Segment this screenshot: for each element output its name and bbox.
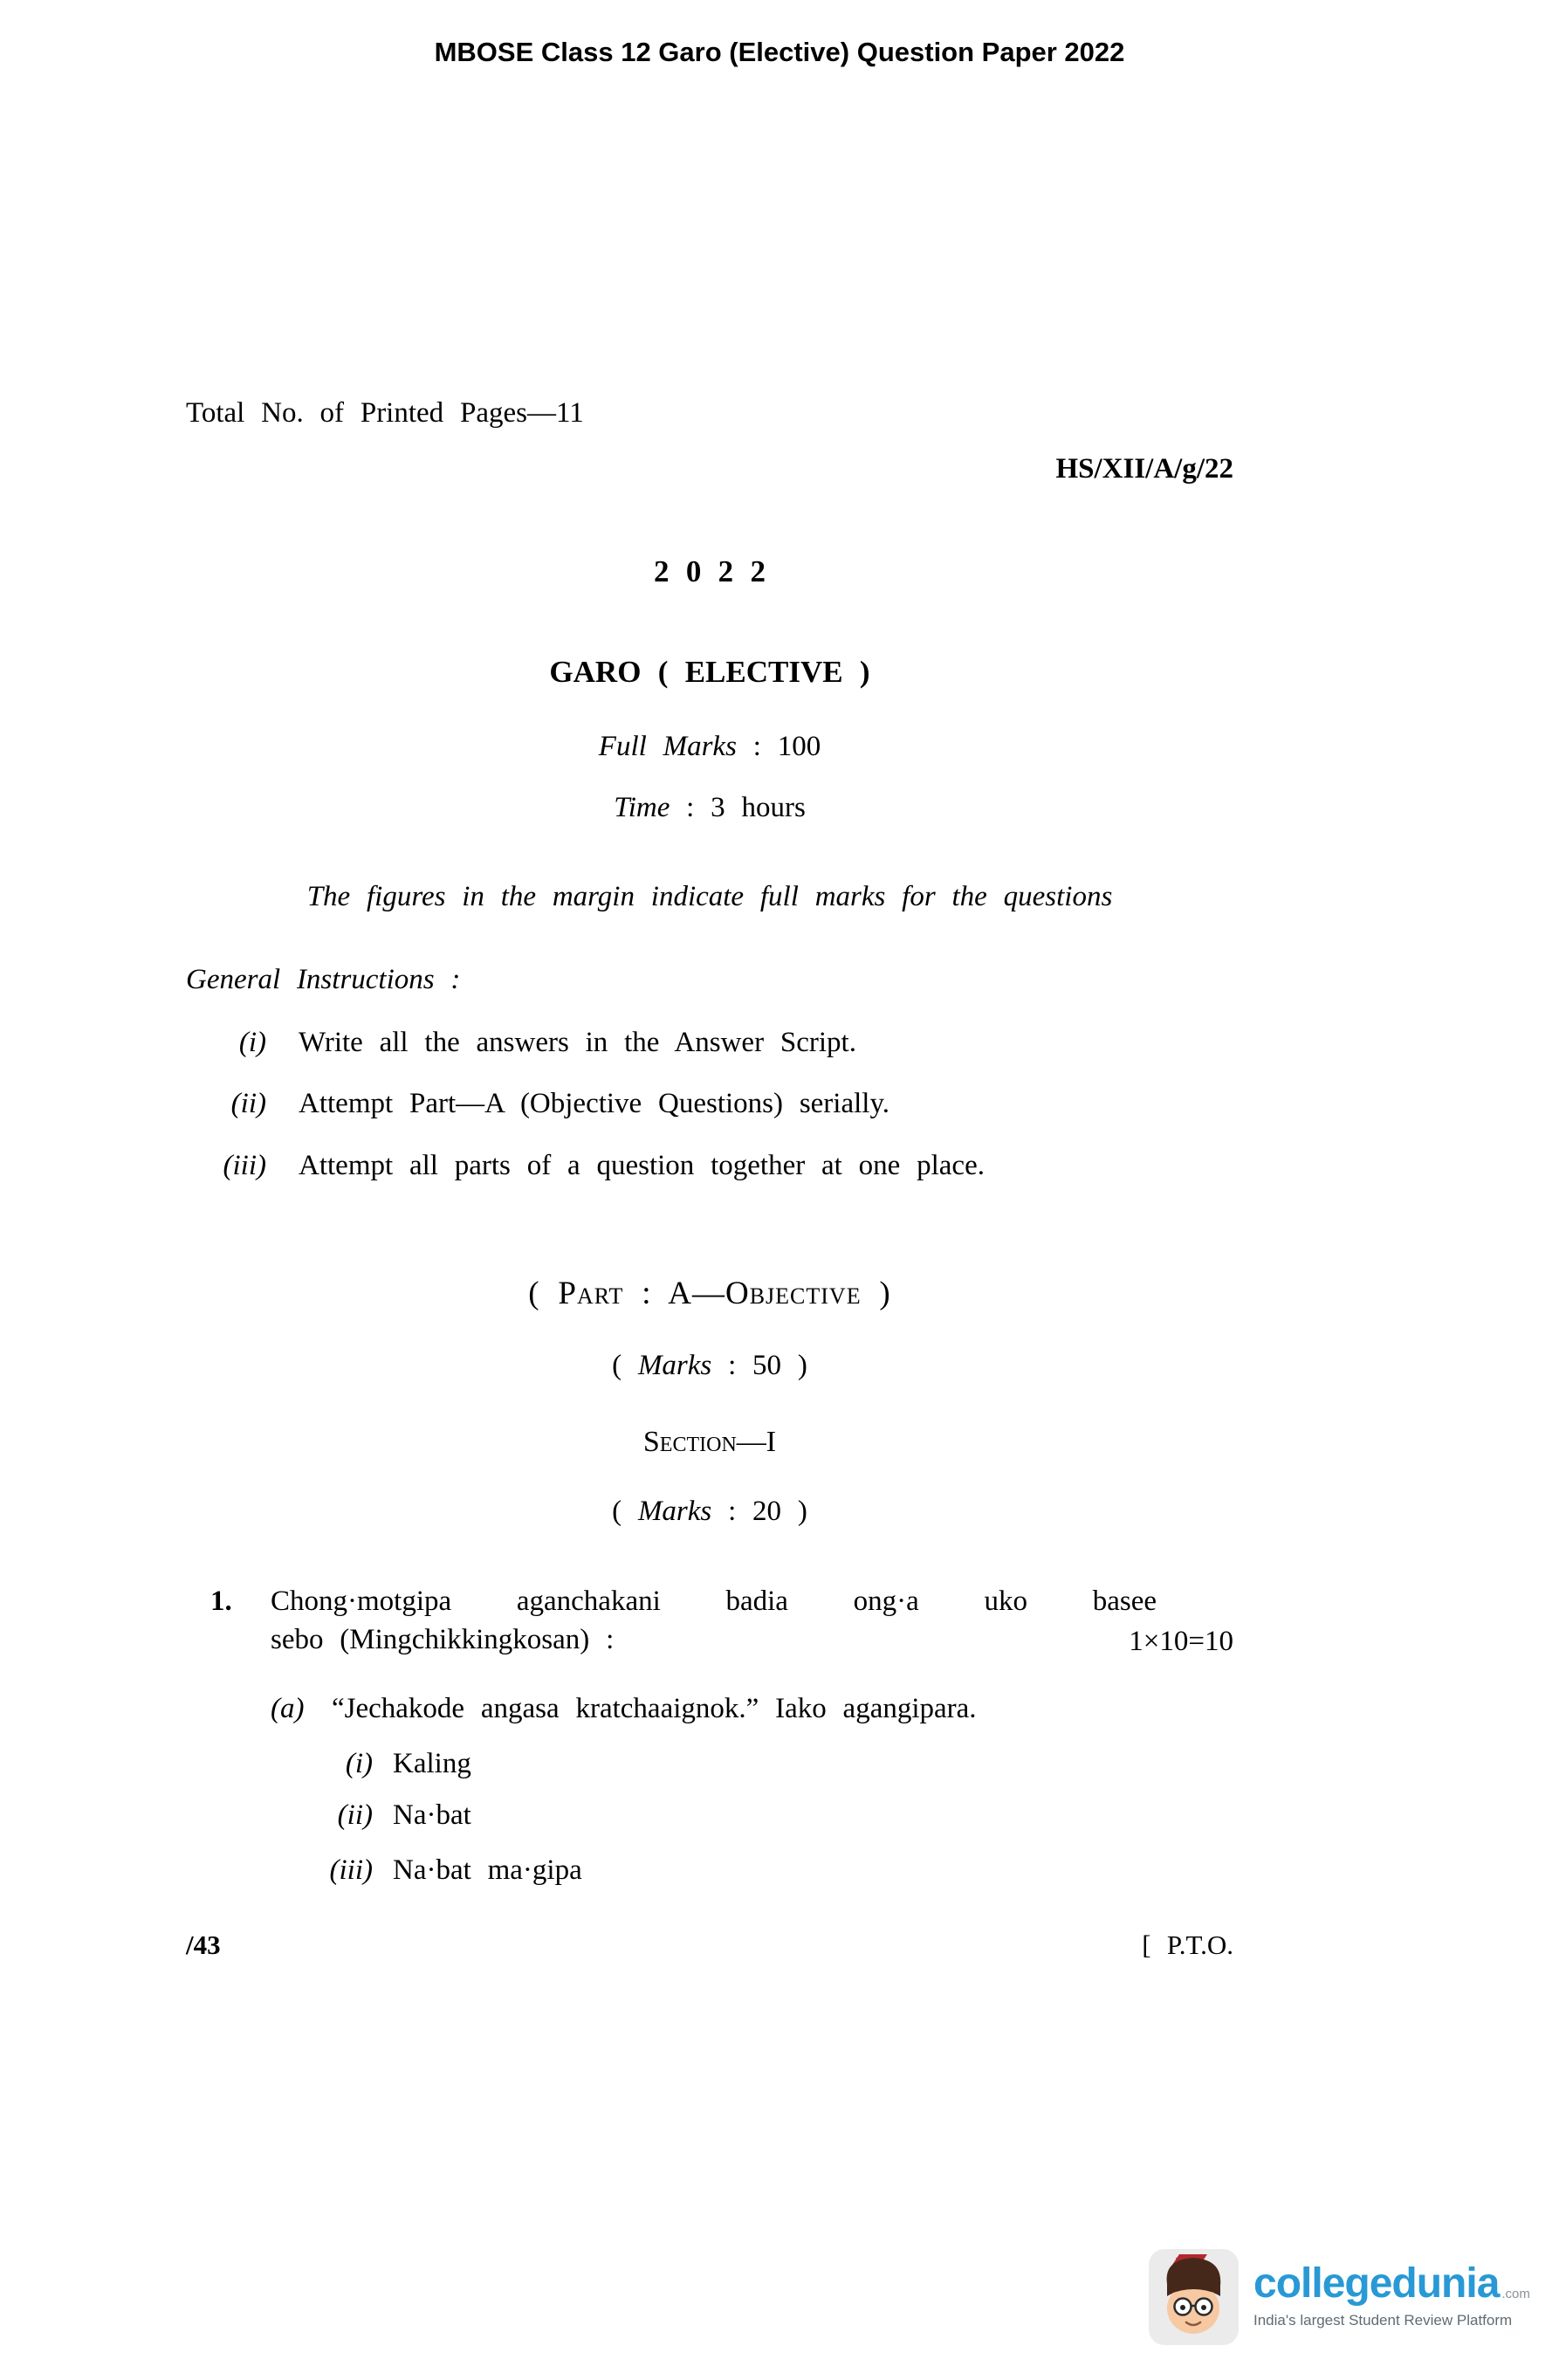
marks-value: : 20 ) [711,1496,807,1527]
option-item [186,1745,1233,1784]
marks-label: Marks [637,1496,712,1527]
option-text: Kaling [393,1748,471,1779]
marks-prefix: ( [612,1350,638,1381]
option-number: (iii) [329,1854,373,1886]
instruction-number: (i) [238,1027,266,1058]
general-instructions-title: General Instructions : [186,964,461,995]
time-value: : 3 hours [670,792,806,823]
marks-prefix: ( [612,1496,638,1527]
instruction-text: Write all the answers in the Answer Script. [299,1027,856,1058]
instruction-text: Attempt Part—A (Objective Questions) serially. [299,1088,890,1119]
page-title: MBOSE Class 12 Garo (Elective) Question Paper 2022 [434,37,1125,67]
page-footer [186,1928,1233,1964]
collegedunia-logo [1148,2246,1530,2346]
instruction-number: (ii) [230,1088,266,1119]
time-line [186,789,1233,828]
margin-note: The figures in the margin indicate full marks for the questions [306,881,1113,912]
part-a-heading: ( Part : A—Objective ) [528,1276,891,1311]
collegedunia-mascot-icon [1148,2246,1240,2346]
paper-series-number: /43 [186,1929,221,1960]
full-marks-value: : 100 [736,731,821,762]
instruction-item [186,1024,1233,1063]
printed-pages-note: Total No. of Printed Pages—11 [186,397,584,429]
sub-question-a [186,1690,1233,1729]
instruction-text: Attempt all parts of a question together at one place. [299,1150,985,1181]
sub-question-text: “Jechakode angasa kratchaaignok.” Iako agangipara. [332,1693,977,1724]
pto-note: [ P.T.O. [1142,1929,1233,1960]
exam-year: 2 0 2 2 [654,554,766,588]
instruction-item [186,1147,1233,1186]
question-text [271,1583,1157,1659]
paper-code: HS/XII/A/g/22 [1055,453,1233,485]
time-label: Time [614,792,670,823]
collegedunia-wordmark [1253,2260,1530,2329]
brand-tld: .com [1501,2286,1530,2301]
brand-name: collegedunia [1253,2260,1500,2307]
option-number: (i) [345,1748,373,1779]
full-marks-line [186,728,1233,767]
section-marks [186,1493,1233,1531]
question-text-line1: Chong·motgipa aganchakani badia ong·a uko basee [271,1586,1157,1617]
subject-title: GARO ( ELECTIVE ) [549,655,870,689]
sub-question-number: (a) [271,1693,305,1724]
question-marks: 1×10=10 [1129,1626,1233,1657]
option-item [186,1797,1233,1835]
instruction-item [186,1085,1233,1124]
option-item [186,1852,1233,1890]
section-heading: Section—I [642,1426,777,1458]
question-number: 1. [210,1586,232,1617]
option-text: Na·bat [393,1799,471,1831]
part-a-marks [186,1347,1233,1386]
marks-value: : 50 ) [711,1350,807,1381]
marks-label: Marks [637,1350,712,1381]
brand-tagline: India's largest Student Review Platform [1253,2311,1513,2328]
option-number: (ii) [337,1799,373,1831]
question-1 [186,1583,1233,1659]
question-text-line2: sebo (Mingchikkingkosan) : [271,1623,615,1655]
option-text: Na·bat ma·gipa [393,1854,582,1886]
full-marks-label: Full Marks [598,731,737,762]
instruction-number: (iii) [223,1150,266,1181]
